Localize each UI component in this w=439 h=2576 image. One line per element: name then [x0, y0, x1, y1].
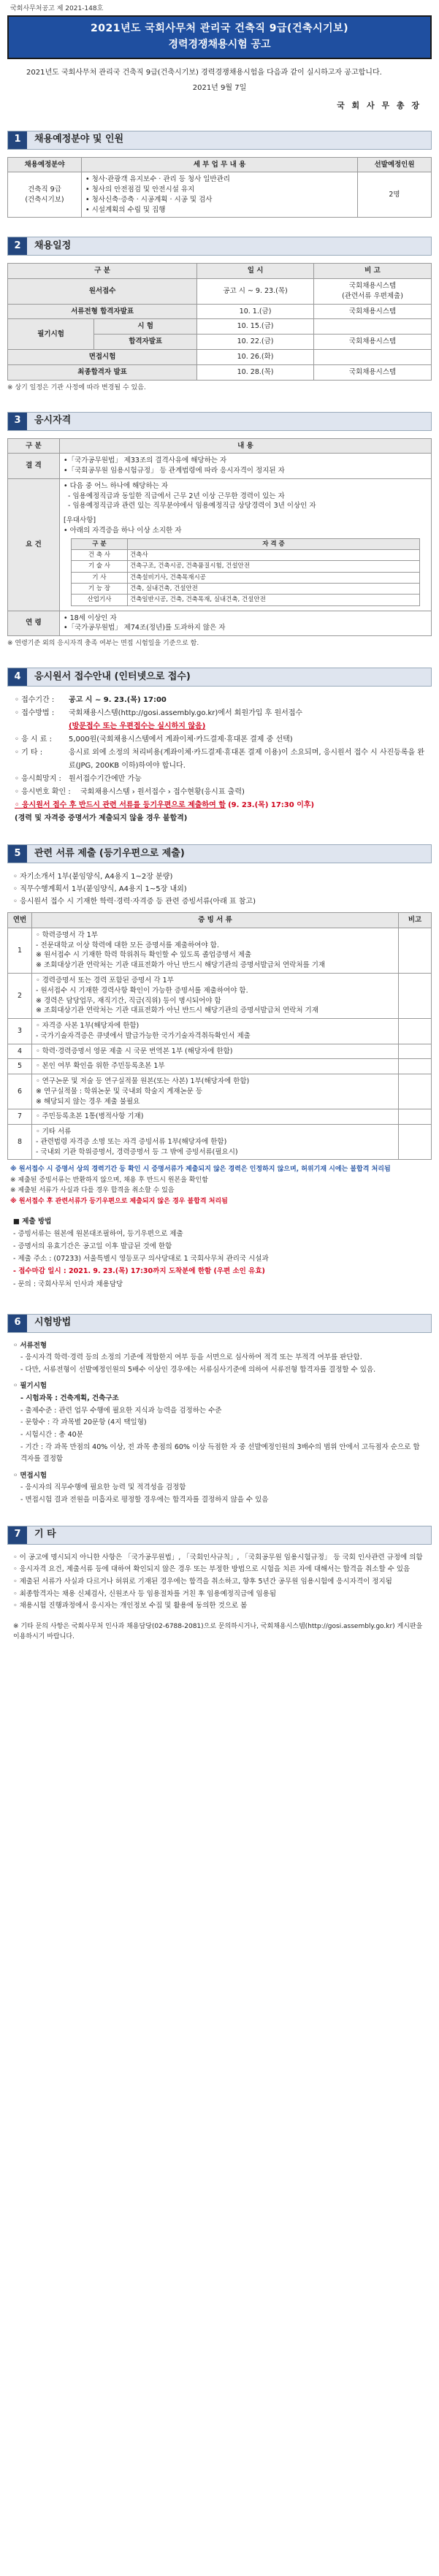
schedule-note: 국회채용시스템	[314, 364, 432, 380]
guide-label: ◦ 접수기간 :	[15, 696, 55, 705]
announcement-page	[7, 0, 432, 1643]
schedule-date: 공고 시 ~ 9. 23.(목)	[197, 279, 314, 305]
col-header: 내 용	[60, 438, 432, 454]
text-line: ◦ 제출된 서류가 사실과 다르거나 허위로 기재된 경우에는 합격을 취소하고, 향후 5년간 공무원 임용시험에 응시자격이 정지됨	[13, 1577, 392, 1586]
application-guide	[7, 694, 432, 825]
text-line: - 면접시험 결과 전원을 미흡자로 평정할 경우에는 합격자를 결정하지 않을 수 있음	[20, 1496, 269, 1505]
schedule-label: 합격자발표	[94, 335, 197, 350]
eligibility-footnote: ※ 연령기준 외의 응시자격 충족 여부는 면접 시험일을 기준으로 함.	[7, 640, 199, 648]
text-line: ◦ 학력·경력증명서 영문 제출 시 국문 번역본 1부 (해당자에 한함)	[36, 1047, 233, 1055]
section-title: 응시원서 접수안내 (인터넷으로 접수)	[27, 668, 431, 686]
col-header: 자 격 증	[127, 538, 419, 549]
schedule-note: 국회채용시스템	[314, 335, 432, 350]
row-label: 요 건	[8, 478, 60, 611]
license-names: 건축구조, 건축시공, 건축품질시험, 건설안전	[127, 561, 419, 572]
guide-row	[15, 773, 424, 786]
schedule-label: 최종합격자 발표	[8, 364, 197, 380]
schedule-note: 국회채용시스템 (관련서류 우편제출)	[314, 279, 432, 305]
text-line: - 기간 : 각 과목 만점의 40% 이상, 전 과목 총점의 60% 이상 득점한 자 중 선발예정인원의 3배수의 범위 안에서 고득점자 순으로 합격자를 결정함	[20, 1442, 420, 1464]
guide-text: (방문접수 또는 우편접수는 실시하지 않음)	[69, 722, 206, 731]
text-line: - 증빙서류는 원본에 원본대조필하여, 등기우편으로 제출	[13, 1230, 183, 1239]
col-header: 구 분	[8, 264, 197, 279]
document-cell	[32, 1019, 399, 1044]
section-1-header	[7, 131, 432, 150]
block-heading: ◦ 필기시험	[13, 1382, 47, 1391]
title-line2: 경력경쟁채용시험 공고	[168, 39, 271, 51]
eligibility-table	[7, 438, 432, 637]
guide-label	[15, 720, 69, 733]
note-line: ※ 원서접수 시 증명서 상의 경력기간 등 확인 시 증명서류가 제출되지 않은 경력은 인정하지 않으며, 허위기재 시에는 불합격 처리됨	[10, 1166, 391, 1174]
row-label: 결 격	[8, 454, 60, 479]
note-line: ※ 원서접수 후 관련서류가 등기우편으로 제출되지 않은 경우 불합격 처리됨	[10, 1197, 228, 1205]
section-5-header	[7, 844, 432, 863]
document-cell	[32, 1074, 399, 1109]
text-line: ※ 연구실적물 : 학위논문 및 국내외 학술지 게재논문 등	[36, 1087, 203, 1096]
guide-text: 국회채용시스템(http://gosi.assembly.go.kr)에서 회원가입 후 원서접수	[69, 709, 303, 718]
schedule-label: 면접시험	[8, 350, 197, 365]
schedule-footnote: ※ 상기 일정은 기관 사정에 따라 변경될 수 있음.	[7, 383, 146, 391]
remark-cell	[399, 1019, 432, 1044]
license-names: 건축사	[127, 550, 419, 561]
text-line: ◦ 응시원서 접수 시 기재한 학력·경력·자격증 등 관련 증빙서류(아래 표 참고)	[13, 898, 256, 906]
remark-cell	[399, 1044, 432, 1059]
section-number: 6	[8, 1315, 27, 1332]
section-number: 5	[8, 845, 27, 863]
text-line: - 전문대학교 이상 학력에 대한 모든 증명서를 제출하여야 함.	[36, 941, 219, 949]
guide-text: 5,000원(국회채용시스템에서 계좌이체·카드결제·휴대폰 결제 중 선택)	[69, 735, 293, 744]
section-7-header	[7, 1526, 432, 1545]
schedule-label: 서류전형 합격자발표	[8, 304, 197, 319]
task-line: • 청사의 안전점검 및 안전시설 유지	[85, 186, 195, 194]
text-line: ◦ 직무수행계획서 1부(붙임양식, A4용지 1~5장 내외)	[13, 885, 187, 894]
col-header: 채용예정분야	[8, 157, 82, 172]
text-line: - 시험시간 : 총 40분	[20, 1430, 83, 1439]
text-line: - 문의 : 국회사무처 인사과 채용담당	[13, 1280, 123, 1288]
schedule-date: 10. 26.(화)	[197, 350, 314, 365]
warning-date: (9. 23.(목) 17:30 이후)	[228, 801, 315, 810]
col-header: 구 분	[71, 538, 127, 549]
row-number: 8	[8, 1125, 32, 1160]
submission-method	[7, 1211, 432, 1295]
license-names: 건축, 실내건축, 건설안전	[127, 583, 419, 594]
col-header: 연번	[8, 913, 32, 928]
text-line: •「국가공무원법」 제74조(정년)를 도과하지 않은 자	[64, 624, 226, 632]
license-type: 기 술 사	[71, 561, 127, 572]
row-label: 연 령	[8, 611, 60, 636]
text-line: - 출제수준 : 관련 업무 수행에 필요한 지식과 능력을 검정하는 수준	[20, 1406, 222, 1415]
title-line1: 2021년도 국회사무처 관리국 건축직 9급(건축시기보)	[91, 23, 348, 35]
task-line: • 시설계획의 수립 및 집행	[85, 205, 166, 214]
col-header: 구 분	[8, 438, 60, 454]
text-line: ◦ 자기소개서 1부(붙임양식, A4용지 1~2장 분량)	[13, 873, 173, 882]
row-number: 5	[8, 1059, 32, 1074]
remark-cell	[399, 928, 432, 973]
section-6-header	[7, 1314, 432, 1333]
text-line: - 국내외 기관 학위증명서, 경력증명서 등 그 밖에 증빙서류(필요시)	[36, 1147, 238, 1156]
text-line: - 제출 주소 : (07233) 서울특별시 영등포구 의사당대로 1 국회사무처 관리국 시설과	[13, 1255, 269, 1264]
col-header: 세 부 업 무 내 용	[82, 157, 358, 172]
text-line: - 증명서의 유효기간은 공고일 이후 발급된 것에 한함	[13, 1242, 172, 1251]
remark-cell	[399, 1109, 432, 1125]
guide-label: ◦ 응시희망지 :	[15, 775, 61, 784]
text-line: ◦ 본인 여부 확인을 위한 주민등록초본 1부	[36, 1062, 165, 1071]
warning-text: ◦ 응시원서 접수 후 반드시 관련 서류를 등기우편으로 제출하여 함	[15, 801, 226, 810]
requirement-cell	[60, 478, 432, 611]
remark-cell	[399, 1125, 432, 1160]
documents-notes	[7, 1160, 432, 1211]
schedule-table	[7, 263, 432, 380]
text-line: - 임용예정직급과 관련 있는 직무분야에서 임용예정직급 상당경력이 3년 이상인 자	[64, 502, 316, 511]
documents-table	[7, 912, 432, 1160]
license-type: 건 축 사	[71, 550, 127, 561]
guide-text: 공고 시 ~ 9. 23.(목) 17:00	[69, 696, 167, 705]
text-line: ※ 원서접수 시 기재한 학력 학위취득 확인할 수 있도록 졸업증명서 제출	[36, 951, 252, 960]
document-cell	[32, 928, 399, 973]
schedule-date: 10. 1.(금)	[197, 304, 314, 319]
count-cell: 2명	[358, 172, 432, 218]
license-type: 기 능 장	[71, 583, 127, 594]
text-line: •「국회공무원 임용시험규정」 등 관계법령에 따라 응시자격이 정지된 자	[64, 467, 285, 475]
text-line: - 원서접수 시 기재한 경력사항 확인이 가능한 증명서를 제출하여야 함.	[36, 986, 248, 995]
submission-heading: ■ 제출 방법	[13, 1218, 52, 1226]
text-line: ◦ 주민등록초본 1통(병적사항 기재)	[36, 1112, 144, 1121]
document-cell	[32, 1125, 399, 1160]
schedule-label: 원서접수	[8, 279, 197, 305]
col-header: 비고	[399, 913, 432, 928]
age-cell	[60, 611, 432, 636]
section-title: 시험방법	[27, 1315, 431, 1332]
text-line: - 국가기술자격증은 큐넷에서 발급가능한 국가기술자격취득확인서 제출	[36, 1031, 251, 1040]
row-number: 2	[8, 973, 32, 1018]
section-title: 채용일정	[27, 237, 431, 255]
text-line: - 응시자격 학력·경력 등의 소정의 기준에 적합한지 여부 등을 서면으로 심사하여 적격 또는 부적격 여부를 판단함.	[20, 1353, 362, 1362]
text-line: - 관련법령 자격증 소명 또는 자격 증빙서류 1부(해당자에 한함)	[36, 1137, 227, 1146]
section-2-header	[7, 237, 432, 256]
section-number: 2	[8, 237, 27, 255]
guide-text: 응시료 외에 소정의 처리비용(계좌이체·카드결제·휴대폰 결제 이용)이 소요되며, 응시원서 접수 시 사진등록을 완료(JPG, 200KB 이하)하여야 합니다.	[69, 749, 425, 771]
col-header: 선발예정인원	[358, 157, 432, 172]
block-heading: ◦ 면접시험	[13, 1471, 47, 1480]
row-number: 3	[8, 1019, 32, 1044]
disqualification-cell	[60, 454, 432, 479]
license-table	[71, 538, 420, 606]
section-title: 관련 서류 제출 (등기우편으로 제출)	[27, 845, 431, 863]
schedule-group: 필기시험	[8, 319, 94, 350]
note-line: ※ 제출된 증빙서류는 반환하지 않으며, 채용 후 반드시 원본을 확인함	[10, 1176, 208, 1184]
section-number: 1	[8, 131, 27, 149]
intro-text: 2021년도 국회사무처 관리국 건축직 9급(건축시기보) 경력경쟁채용시험을 다음과 같이 실시하고자 공고합니다.	[26, 68, 382, 77]
text-line: ◦ 최종합격자는 채용 신체검사, 신원조사 등 임용절차를 거친 후 임용예정직급에 임용됨	[13, 1589, 277, 1598]
text-line: ◦ 응시자격 요건, 제출서류 등에 대하여 확인되지 않은 경우 또는 부정한 방법으로 시험을 치른 자에 대해서는 합격을 취소할 수 있음	[13, 1565, 411, 1574]
text-line: ◦ 이 공고에 명시되지 아니한 사항은 「국가공무원법」, 「국회인사규칙」, 「국회공무원 임용시험규정」 등 국회 인사관련 규정에 의함	[13, 1553, 423, 1562]
document-cell	[32, 1044, 399, 1059]
row-number: 4	[8, 1044, 32, 1059]
row-number: 7	[8, 1109, 32, 1125]
exam-method	[7, 1340, 432, 1507]
text-line: - 응시자의 직무수행에 필요한 능력 및 적격성을 검정함	[20, 1483, 186, 1492]
guide-row	[15, 707, 424, 720]
schedule-note	[314, 350, 432, 365]
section-number: 4	[8, 668, 27, 686]
license-names: 건축설비기사, 건축목재시공	[127, 572, 419, 583]
schedule-date: 10. 22.(금)	[197, 335, 314, 350]
section-number: 7	[8, 1526, 27, 1544]
text-line: [우대사항]	[64, 516, 96, 525]
col-header: 비 고	[314, 264, 432, 279]
document-cell	[32, 973, 399, 1018]
text-line: - 다만, 서류전형이 선발예정인원의 5배수 이상인 경우에는 서류심사기준에 의하여 서류전형 합격자를 결정할 수 있음.	[20, 1365, 376, 1374]
text-line: - 시험과목 : 건축계획, 건축구조	[20, 1394, 119, 1403]
section-title: 기 타	[27, 1526, 431, 1544]
misc-section	[7, 1552, 432, 1613]
text-line: ◦ 연구논문 및 저술 등 연구실적물 원본(또는 사본) 1부(해당자에 한함)	[36, 1077, 250, 1086]
guide-row	[15, 786, 424, 799]
text-line: ※ 해당되지 않는 경우 제출 불필요	[36, 1097, 140, 1106]
remark-cell	[399, 973, 432, 1018]
text-line: ※ 조회대상기관 연락처는 기관 대표전화가 아닌 반드시 해당기관의 증명서발급처 연락처 기재	[36, 1006, 318, 1015]
announcement-date: 2021년 9월 7일	[192, 84, 247, 93]
guide-label: ◦ 기 타 :	[15, 749, 43, 757]
text-line: - 접수마감 일시 : 2021. 9. 23.(목) 17:30까지 도착분에 한함 (우편 소인 유효)	[13, 1267, 265, 1276]
guide-label: ◦ 접수방법 :	[15, 709, 55, 718]
remark-cell	[399, 1059, 432, 1074]
guide-label: ◦ 응시번호 확인 :	[15, 788, 71, 797]
text-line: - 문항수 : 각 과목별 20문항 (4지 택일형)	[20, 1418, 147, 1427]
section-title: 채용예정분야 및 인원	[27, 131, 431, 149]
warning-note: (경력 및 자격증 증명서가 제출되지 않을 경우 불합격)	[15, 814, 188, 823]
remark-cell	[399, 1074, 432, 1109]
text-line: •「국가공무원법」 제33조의 결격사유에 해당하는 자	[64, 456, 227, 465]
text-line: ※ 조회대상기관 연락처는 기관 대표전화가 아닌 반드시 해당기관의 증명서발급처 연락처를 기재	[36, 961, 326, 970]
guide-row	[15, 746, 424, 773]
text-line: ◦ 채용시험 진행과정에서 응시자는 개인정보 수집 및 활용에 동의한 것으로 봄	[13, 1602, 248, 1610]
row-number: 1	[8, 928, 32, 973]
schedule-date: 10. 28.(목)	[197, 364, 314, 380]
guide-row	[15, 733, 424, 746]
col-header: 일 시	[197, 264, 314, 279]
section-number: 3	[8, 413, 27, 430]
issuing-org: 국 회 사 무 총 장	[337, 100, 421, 110]
document-cell	[32, 1059, 399, 1074]
license-names: 건축일반시공, 건축, 건축목재, 실내건축, 건설안전	[127, 595, 419, 605]
guide-label: ◦ 응 시 료 :	[15, 735, 52, 744]
text-line: ※ 경력은 담당업무, 재직기간, 직급(직위) 등이 명시되어야 함	[36, 996, 221, 1005]
section-3-header	[7, 412, 432, 431]
text-line: • 18세 이상인 자	[64, 614, 117, 622]
guide-text: 국회채용시스템 › 원서접수 › 접수현황(응시표 출력)	[80, 788, 245, 797]
schedule-note: 국회채용시스템	[314, 304, 432, 319]
text-line: • 아래의 자격증을 하나 이상 소지한 자	[64, 526, 182, 535]
notice-number: 국회사무처공고 제 2021-148호	[10, 5, 104, 12]
text-line: ◦ 기타 서류	[36, 1128, 72, 1136]
guide-row	[15, 720, 424, 733]
col-header: 증 빙 서 류	[32, 913, 399, 928]
schedule-date: 10. 15.(금)	[197, 319, 314, 335]
text-line: ◦ 자격증 사본 1부(해당자에 한함)	[36, 1022, 140, 1031]
task-line: • 청사·관광객 유지보수 · 관리 등 청사 일반관리	[85, 175, 230, 184]
text-line: ◦ 경력증명서 또는 경력 포함된 증명서 각 1부	[36, 976, 174, 985]
text-line: • 다음 중 어느 하나에 해당하는 자	[64, 481, 169, 490]
recruitment-table	[7, 157, 432, 218]
field-cell: 건축직 9급 (건축시기보)	[8, 172, 82, 218]
title-banner	[7, 15, 432, 59]
guide-row	[15, 694, 424, 707]
schedule-note	[314, 319, 432, 335]
schedule-label: 시 험	[94, 319, 197, 335]
block-heading: ◦ 서류전형	[13, 1341, 47, 1350]
warning-line	[15, 799, 424, 812]
license-type: 기 사	[71, 572, 127, 583]
row-number: 6	[8, 1074, 32, 1109]
guide-text: 원서접수기간에만 가능	[69, 775, 142, 784]
documents-intro	[7, 871, 432, 912]
text-line: - 임용예정직급과 동일한 직급에서 근무 2년 이상 근무한 경력이 있는 자	[64, 492, 285, 500]
tasks-cell	[82, 172, 358, 218]
task-line: • 청사신축·증축 · 시공계획 · 시공 및 검사	[85, 195, 213, 204]
text-line: ◦ 학력증명서 각 1부	[36, 930, 98, 939]
license-type: 산업기사	[71, 595, 127, 605]
section-title: 응시자격	[27, 413, 431, 430]
footer-note: ※ 기타 문의 사항은 국회사무처 인사과 채용담당(02-6788-2081)으로 문의하시거나, 국회채용시스템(http://gosi.assembly.go.kr) 게시판을 이용하시기 바랍니다.	[13, 1622, 423, 1641]
note-line: ※ 제출된 서류가 사실과 다를 경우 합격을 취소할 수 있음	[10, 1187, 175, 1195]
section-4-header	[7, 668, 432, 687]
document-cell	[32, 1109, 399, 1125]
